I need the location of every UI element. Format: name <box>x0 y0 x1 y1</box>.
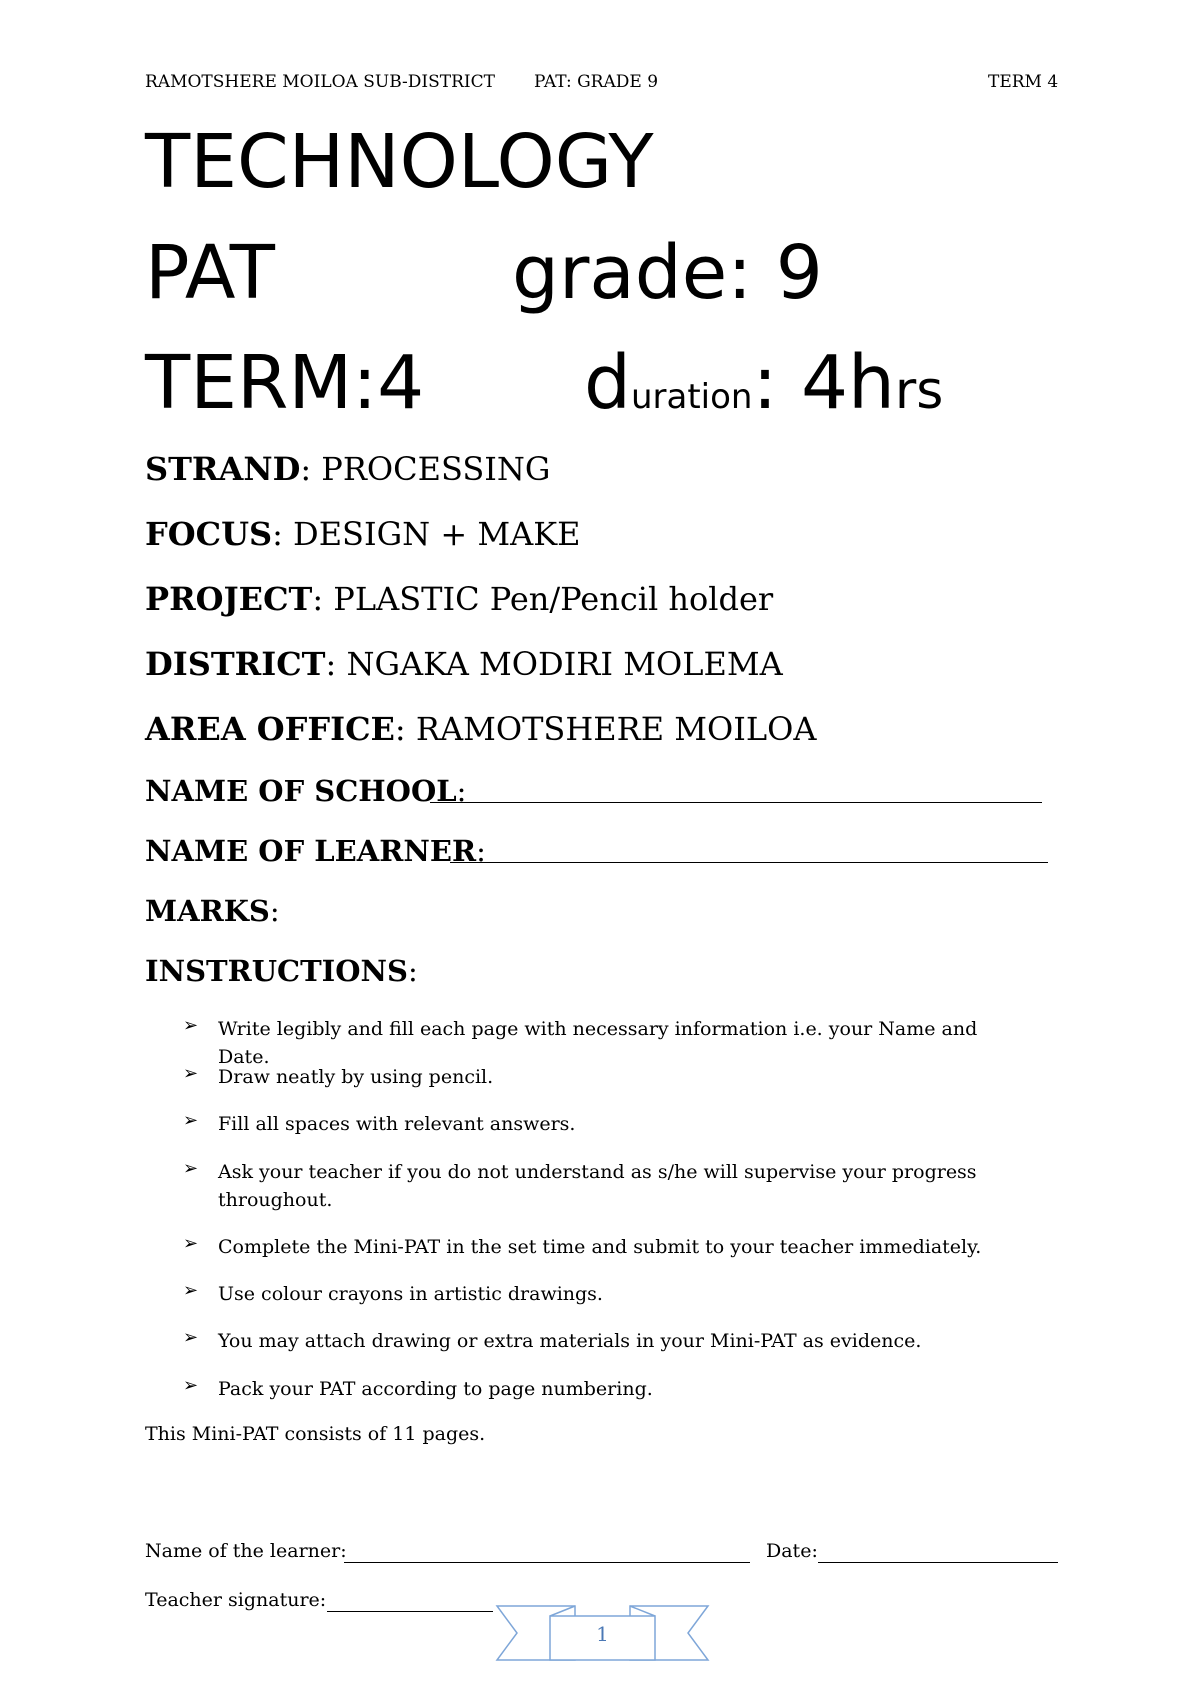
arrowhead-bullet-icon: ➢ <box>183 1375 199 1396</box>
area-office-field: AREA OFFICE: RAMOTSHERE MOILOA <box>145 710 817 748</box>
arrowhead-bullet-icon: ➢ <box>183 1110 199 1131</box>
footer-teacher-label: Teacher signature: <box>145 1589 327 1611</box>
district-field: DISTRICT: NGAKA MODIRI MOLEMA <box>145 645 783 683</box>
pat-title: PAT <box>145 230 275 316</box>
header-right: TERM 4 <box>988 72 1059 92</box>
focus-field: FOCUS: DESIGN + MAKE <box>145 515 581 553</box>
footer-date-label: Date: <box>766 1540 818 1562</box>
learner-name-line[interactable] <box>450 862 1048 863</box>
marks-field: MARKS: <box>145 894 280 928</box>
arrowhead-bullet-icon: ➢ <box>183 1015 199 1036</box>
arrowhead-bullet-icon: ➢ <box>183 1063 199 1084</box>
subject-title: TECHNOLOGY <box>145 119 654 205</box>
header-center: PAT: GRADE 9 <box>534 72 659 92</box>
duration-title: duration: 4hrs <box>584 340 944 426</box>
grade-title: grade: 9 <box>512 230 823 316</box>
school-name-line[interactable] <box>430 802 1042 803</box>
arrowhead-bullet-icon: ➢ <box>183 1158 199 1179</box>
footer-date-line[interactable] <box>818 1562 1058 1563</box>
learner-name-field: NAME OF LEARNER: <box>145 834 486 868</box>
footer-learner-line[interactable] <box>344 1562 750 1563</box>
instructions-heading: INSTRUCTIONS: <box>145 954 418 988</box>
school-name-field: NAME OF SCHOOL: <box>145 774 467 808</box>
arrowhead-bullet-icon: ➢ <box>183 1233 199 1254</box>
pages-note: This Mini-PAT consists of 11 pages. <box>145 1423 486 1445</box>
arrowhead-bullet-icon: ➢ <box>183 1327 199 1348</box>
header-left: RAMOTSHERE MOILOA SUB-DISTRICT <box>145 72 495 92</box>
term-title: TERM:4 <box>145 340 425 426</box>
strand-field: STRAND: PROCESSING <box>145 450 551 488</box>
footer-learner-label: Name of the learner: <box>145 1540 347 1562</box>
page-number: 1 <box>596 1622 609 1646</box>
arrowhead-bullet-icon: ➢ <box>183 1280 199 1301</box>
project-field: PROJECT: PLASTIC Pen/Pencil holder <box>145 580 774 618</box>
footer-teacher-line[interactable] <box>327 1611 493 1612</box>
